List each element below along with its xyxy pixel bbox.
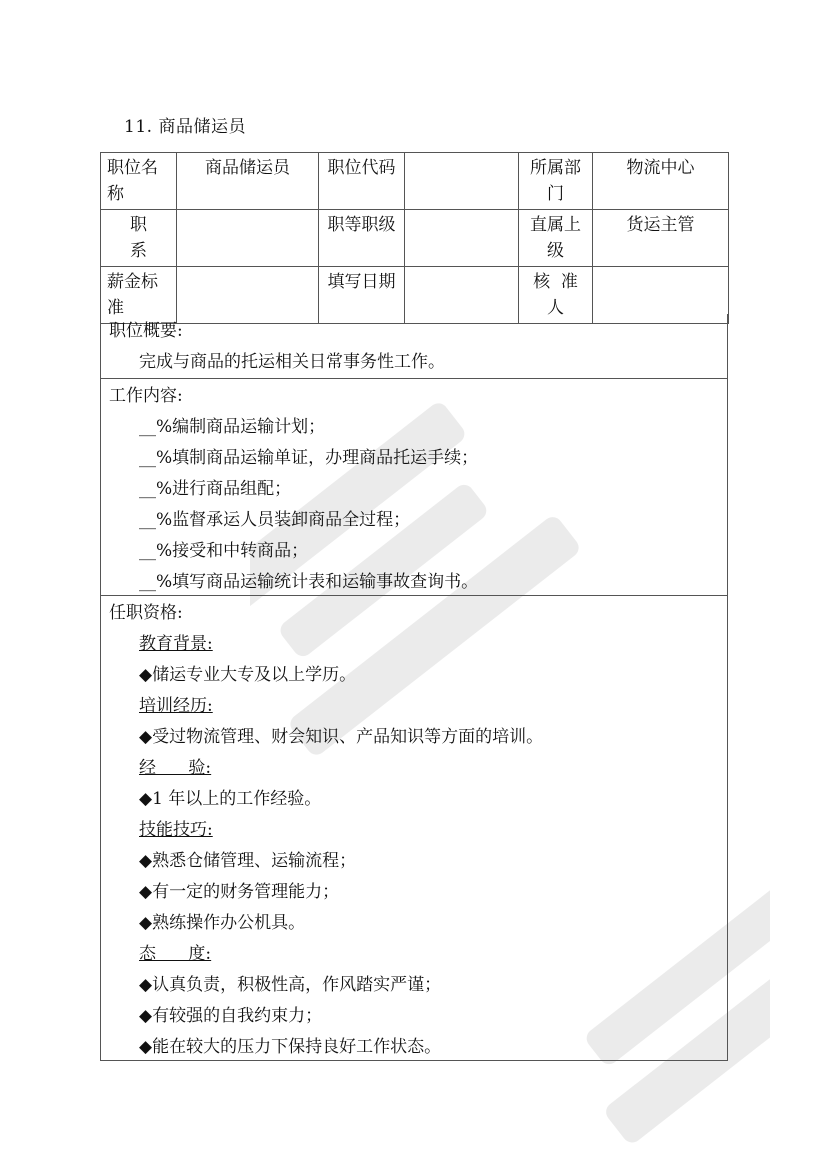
table-row: [101, 153, 729, 210]
duty-item: __%编制商品运输计划；: [139, 417, 326, 437]
education-item: ◆储运专业大专及以上学历。: [139, 665, 357, 685]
skills-item: ◆有一定的财务管理能力；: [139, 882, 340, 902]
duty-item: __%监督承运人员装卸商品全过程；: [139, 510, 411, 530]
value-job-family: [177, 210, 319, 267]
summary-section: [100, 314, 728, 379]
value-department: 物流中心: [593, 153, 729, 210]
training-item: ◆受过物流管理、财会知识、产品知识等方面的培训。: [139, 727, 544, 747]
position-info-table: [100, 152, 729, 324]
summary-text: 完成与商品的托运相关日常事务性工作。: [139, 352, 445, 372]
duty-item: __%填制商品运输单证，办理商品托运手续；: [139, 448, 479, 468]
attitude-item: ◆认真负责，积极性高，作风踏实严谨；: [139, 975, 442, 995]
duties-title: 工作内容:: [109, 386, 183, 406]
label-position-code: 职位代码: [319, 153, 405, 210]
label-job-family-line2: 系: [130, 241, 147, 261]
label-job-family-line1: 职: [130, 215, 147, 235]
attitude-item: ◆有较强的自我约束力；: [139, 1006, 323, 1026]
experience-item: ◆1 年以上的工作经验。: [139, 789, 322, 809]
attitude-label: 态 度:: [139, 944, 212, 964]
skills-item: ◆熟练操作办公机具。: [139, 913, 306, 933]
experience-label: 经 验:: [139, 758, 212, 778]
training-label: 培训经历:: [139, 696, 213, 716]
document-title: 11. 商品储运员: [124, 117, 246, 137]
label-grade-level: 职等职级: [319, 210, 405, 267]
label-approver-line2: 人: [547, 298, 564, 318]
value-direct-supervisor: 货运主管: [593, 210, 729, 267]
summary-title: 职位概要:: [109, 321, 183, 341]
attitude-item: ◆能在较大的压力下保持良好工作状态。: [139, 1037, 442, 1057]
qualifications-section: [100, 596, 728, 1061]
label-department: 所属部门: [519, 153, 593, 210]
duty-item: __%接受和中转商品；: [139, 541, 309, 561]
value-grade-level: [405, 210, 519, 267]
duty-item: __%进行商品组配；: [139, 479, 292, 499]
qualifications-title: 任职资格:: [109, 603, 183, 623]
value-position-name: 商品储运员: [177, 153, 319, 210]
table-row: [101, 210, 729, 267]
skills-label: 技能技巧:: [139, 820, 213, 840]
label-position-name: 职位名称: [101, 153, 177, 210]
label-salary-standard: 薪金标准: [101, 267, 177, 324]
label-direct-supervisor: 直属上级: [519, 210, 593, 267]
duty-item: __%填写商品运输统计表和运输事故查询书。: [139, 572, 479, 592]
duties-section: [100, 379, 728, 596]
skills-item: ◆熟悉仓储管理、运输流程；: [139, 851, 357, 871]
education-label: 教育背景:: [139, 634, 213, 654]
label-fill-date: 填写日期: [319, 267, 405, 324]
label-approver-line1: 核 准: [533, 272, 578, 292]
value-position-code: [405, 153, 519, 210]
label-job-family: [101, 210, 177, 267]
